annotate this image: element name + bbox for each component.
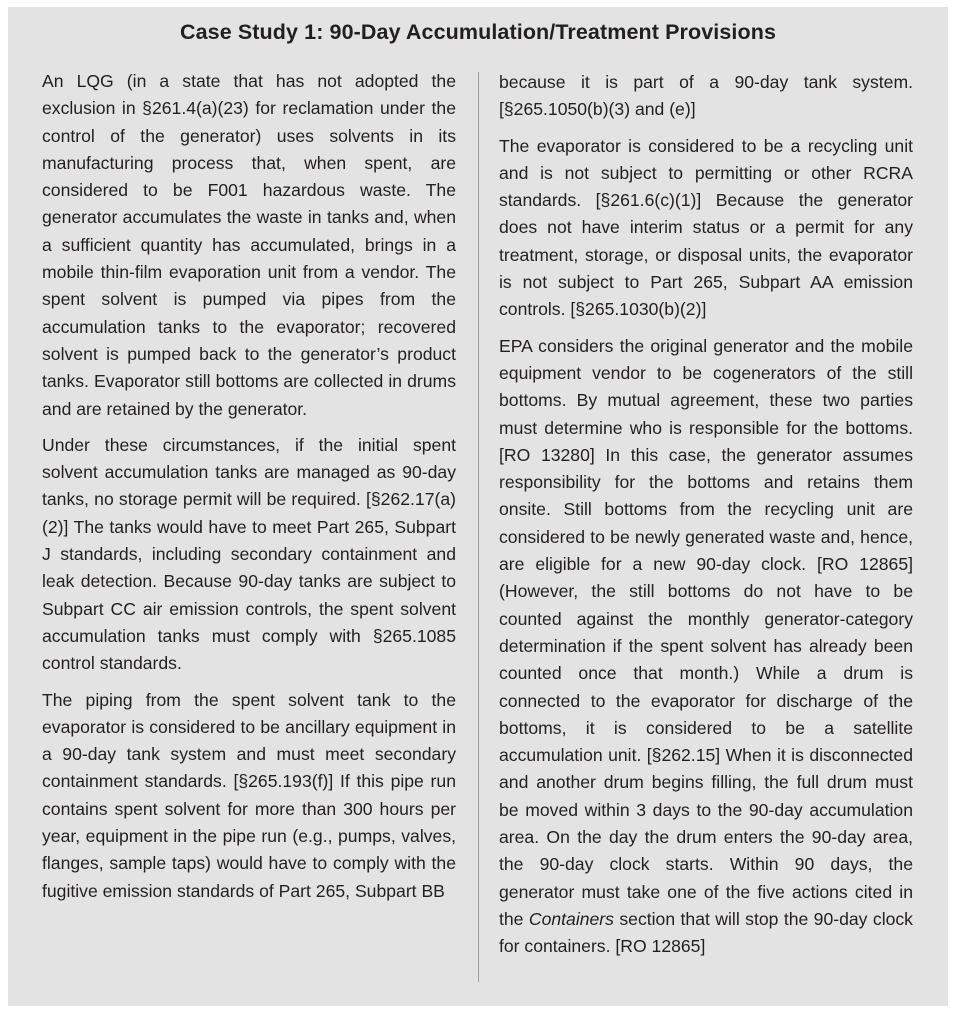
left-column <box>42 68 456 914</box>
right-paragraph-cogenerators <box>499 333 913 961</box>
left-paragraph-lqg-scenario: An LQG (in a state that has not adopted the exclusion in §261.4(a)(23) for reclamation under the control of the generator) uses solvents in its manufacturing process that, when spent, are considered to be F001 hazardous waste. The generator accumulates the waste in tanks and, when a sufficient quantity has accumulated, brings in a mobile thin-film evaporation unit from a vendor. The spent solvent is pumped via pipes from the accumulation tanks to the evaporator; recovered solvent is pumped back to the generator’s product tanks. Evaporator still bottoms are collected in drums and are retained by the generator. <box>42 71 456 419</box>
right-paragraph-evaporator: The evaporator is considered to be a recycling unit and is not subject to permitting or other RCRA standards. [§261.6(c)(1)] Because the generator does not have interim status or a permit for any treatment, storage, or disposal units, the evaporator is not subject to Part 265, Subpart AA emission controls. [§265.1030(b)(2)] <box>499 135 913 320</box>
cogenerators-text-main: EPA considers the original generator and the mobile equipment vendor to be cogenerators of the still bottoms. By mutual agreement, these two parties must determine who is responsible for the bottoms. [RO 13280] In this case, the generator assumes responsibility for the bottoms and retains them onsite. Still bottoms from the recycling unit are considered to be newly generated waste and, hence, are eligible for a new 90-day clock. [RO 12865] (However, the still bottoms do not have to be counted against the monthly generator-category determination if the spent solvent has already been counted once that month.) While a drum is connected to the evaporator for discharge of the bottoms, it is considered to be a satellite accumulation unit. [§262.15] When it is disconnected and another drum begins filling, the full drum must be moved within 3 days to the 90-day accumulation area. On the day the drum enters the 90-day area, the 90-day clock starts. Within 90 days, the generator must take one of the five actions cited in the <box>499 335 913 929</box>
right-paragraph-continuation: because it is part of a 90-day tank system. [§265.1050(b)(3) and (e)] <box>499 72 913 120</box>
containers-section-reference: Containers <box>528 908 614 929</box>
case-study-box <box>8 7 948 1006</box>
right-column <box>499 69 913 970</box>
left-paragraph-piping: The piping from the spent solvent tank to the evaporator is considered to be ancillary equipment in a 90-day tank system and must meet secondary containment standards. [§265.193(f)] If this pipe run contains spent solvent for more than 300 hours per year, equipment in the pipe run (e.g., pumps, valves, flanges, sample taps) would have to comply with the fugitive emission standards of Part 265, Subpart BB <box>42 689 456 901</box>
case-study-title: Case Study 1: 90-Day Accumulation/Treatment Provisions <box>179 20 777 44</box>
cogenerators-text-end: section that will stop the 90-day clock for containers. [RO 12865] <box>499 908 913 957</box>
left-paragraph-storage-permit: Under these circumstances, if the initial spent solvent accumulation tanks are managed as 90-day tanks, no storage permit will be required. [§262.17(a)(2)] The tanks would have to meet Part 265, Subpart J standards, including secondary containment and leak detection. Because 90-day tanks are subject to Subpart CC air emission controls, the spent solvent accumulation tanks must comply with §265.1085 control standards. <box>42 434 456 674</box>
column-divider <box>478 72 479 982</box>
